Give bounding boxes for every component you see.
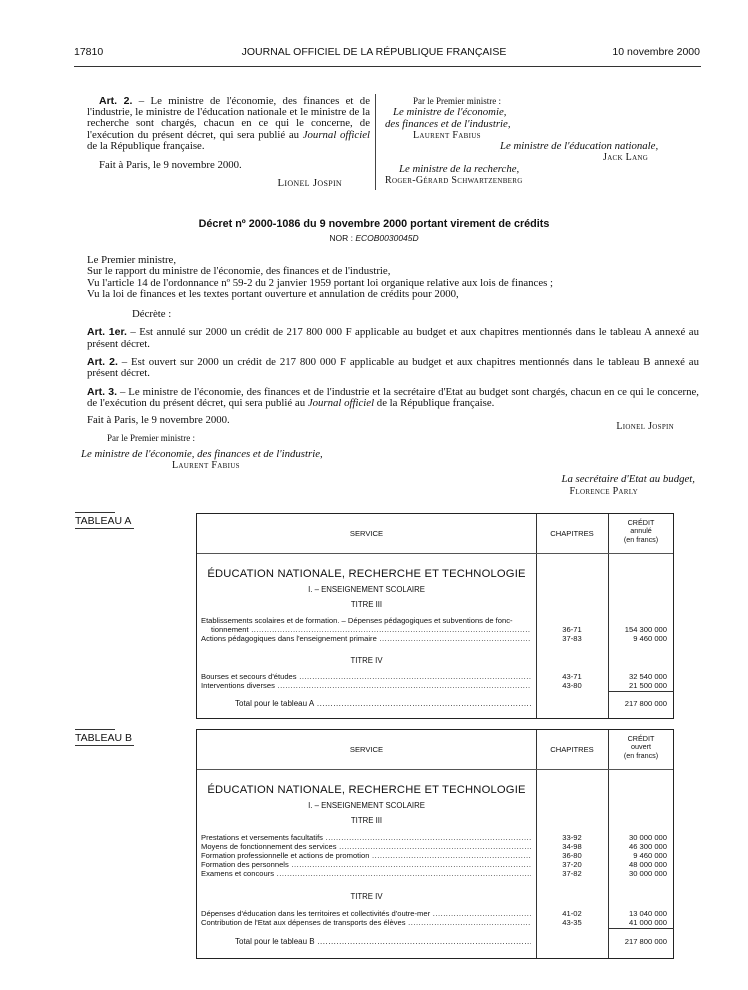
article-text: – Le ministre de l'économie, des finances et de l'industrie et la secrétaire d'Etat au budget sont chargés, chacun en ce qui le concerne, de l'exécution du présent décret, qui sera publié au [87,385,699,409]
header-credit-unit: (en francs) [623,750,659,760]
minister-economy-title-2: des finances et de l'industrie, [385,117,511,130]
article-label: Art. 2. [87,356,118,369]
row-service: Contribution de l'Etat aux dépenses de transports des élèves ..... [201,918,531,927]
row-credit: 154 300 000 [624,625,667,634]
row-chapitre: 43-71 [562,672,582,681]
signatory-parly: Florence Parly [569,486,638,497]
row-service: Prestations et versements facultatifs ..... [201,833,531,842]
nor-code: ECOB0030045D [355,233,419,243]
signatory-jospin: Lionel Jospin [616,421,674,432]
table-row [197,681,674,690]
row-service: Formation professionnelle et actions de promotion ..... [201,851,531,860]
preamble-line: Sur le rapport du ministre de l'économie, des finances et de l'industrie, [87,265,391,278]
row-credit: 32 540 000 [628,672,667,681]
row-credit: 48 000 000 [628,860,667,869]
minister-research-title: Le ministre de la recherche, [399,162,520,175]
secretary-budget-title: La secrétaire d'Etat au budget, [561,473,695,485]
row-chapitre: 37-83 [562,634,582,643]
total-row [197,937,674,946]
article-text: – Le ministre de l'économie, des finances et de l'industrie, le ministre de l'éducation nationale et le ministre de la recherche sont chargés, chacun en ce qui le concerne, de l'exécution du présent décret, qui sera publié au [87,95,370,141]
fait-a-paris: Fait à Paris, le 9 novembre 2000. [99,159,242,172]
table-row [197,909,674,918]
table-row [197,869,674,878]
table-row [197,851,674,860]
ministry-heading: ÉDUCATION NATIONALE, RECHERCHE ET TECHNOLOGIE [207,568,526,580]
article-text: – Est annulé sur 2000 un crédit de 217 800 000 F applicable au budget et aux chapitres mentionnés dans le tableau A annexé au présent décret. [87,326,699,350]
table-header [197,730,673,770]
row-service: Formation des personnels ..... [201,860,531,869]
decree-title: Décret nº 2000-1086 du 9 novembre 2000 portant virement de crédits [198,218,550,230]
tableau-b-top-rule [75,729,115,730]
table-row [197,625,674,634]
countersignatures [385,96,700,186]
article-text-end: de la République française. [374,396,495,409]
header-rule [74,66,701,67]
row-service: Interventions diverses ..... [201,681,531,690]
total-value: 217 800 000 [624,699,667,708]
header-credit-title: CRÉDIT [627,518,655,527]
preamble-line: Vu l'article 14 de l'ordonnance nº 59-2 du 2 janvier 1959 portant loi organique relative aux lois de finances ; [87,276,554,289]
signatory-jospin: Lionel Jospin [277,177,342,190]
row-credit: 46 300 000 [628,842,667,851]
row-service: tionnement ..... [211,625,531,634]
header-credit-type: ouvert [631,742,651,752]
row-credit: 30 000 000 [628,833,667,842]
decree-body [87,255,699,427]
row-credit: 30 000 000 [628,869,667,878]
row-chapitre: 43-35 [562,918,582,927]
tableau-a-top-rule [75,512,115,513]
journal-reference: Journal officiel [302,128,370,141]
table-row [197,918,674,927]
header-chapitres: CHAPITRES [550,529,594,538]
total-value: 217 800 000 [624,937,667,946]
tableau-b-label: TABLEAU B [75,732,132,744]
header-credit [608,735,674,760]
row-chapitre: 41-02 [562,909,582,918]
table-header [197,514,673,554]
total-rule [608,928,674,929]
signatory-lang: Jack Lang [603,152,649,164]
article-3 [87,387,699,410]
section-heading: I. – ENSEIGNEMENT SCOLAIRE [308,801,425,810]
previous-decree-article [87,96,370,189]
total-label: Total pour le tableau B ..... [235,937,531,946]
minister-economy-title: Le ministre de l'économie, des finances et de l'industrie, [81,448,323,460]
row-chapitre: 43-80 [562,681,582,690]
row-credit: 9 460 000 [633,851,667,860]
header-credit-unit: (en francs) [623,534,659,544]
row-credit: 41 000 000 [628,918,667,927]
article-text: – Est ouvert sur 2000 un crédit de 217 800 000 F applicable au budget et aux chapitres mentionnés dans le tableau B annexé au présent décret. [87,356,699,380]
article-label: Art. 3. [87,385,117,398]
header-credit [608,519,674,544]
row-chapitre: 34-98 [562,842,582,851]
column-divider [375,94,376,190]
header-service: SERVICE [349,745,384,754]
titre-iii-heading: TITRE III [350,816,383,825]
par-premier-ministre: Par le Premier ministre : [107,433,195,443]
total-row [197,699,674,708]
ministry-heading: ÉDUCATION NATIONALE, RECHERCHE ET TECHNOLOGIE [207,784,526,796]
total-label: Total pour le tableau A ..... [235,699,531,708]
article-label: Art. 2. [99,95,133,107]
article-1 [87,327,699,350]
signatory-fabius: Laurent Fabius [413,129,481,141]
decrete: Décrète : [132,308,172,321]
preamble-line: Vu la loi de finances et les textes portant ouverture et annulation de crédits pour 2000, [87,287,459,300]
tableau-a-table [196,513,674,719]
header-service: SERVICE [349,529,384,538]
par-premier-ministre: Par le Premier ministre : [413,96,501,106]
nor-label: NOR : [329,233,356,243]
row-service: Bourses et secours d'études ..... [201,672,531,681]
row-chapitre: 36-71 [562,625,582,634]
journal-reference: Journal officiel [307,396,375,409]
issue-date: 10 novembre 2000 [612,46,700,58]
titre-iii-heading: TITRE III [350,600,383,609]
fait-a-paris: Fait à Paris, le 9 novembre 2000. [87,414,230,427]
row-credit: 21 500 000 [628,681,667,690]
row-service: Examens et concours ..... [201,869,531,878]
row-credit: 9 460 000 [633,634,667,643]
row-label-line1: Etablissements scolaires et de formation. – Dépenses pédagogiques et subventions de fonc- [201,616,513,625]
row-chapitre: 33-92 [562,833,582,842]
article-2 [87,357,699,380]
table-row [197,634,674,643]
row-service: Moyens de fonctionnement des services ..... [201,842,531,851]
article-text-end: de la République française. [87,139,205,152]
journal-title: JOURNAL OFFICIEL DE LA RÉPUBLIQUE FRANÇAISE [241,46,507,58]
minister-economy-title-1: Le ministre de l'économie, [393,106,507,119]
signatory-fabius: Laurent Fabius [172,460,240,471]
tableau-b-table [196,729,674,959]
row-chapitre: 36-80 [562,851,582,860]
tableau-a-label: TABLEAU A [75,515,134,529]
header-credit-type: annulé [630,526,652,536]
article-2-paragraph [87,96,370,152]
titre-iv-heading: TITRE IV [350,656,383,665]
row-service: Dépenses d'éducation dans les territoires et collectivités d'outre-mer ..... [201,909,531,918]
row-chapitre: 37-82 [562,869,582,878]
page-number: 17810 [74,46,104,58]
article-label: Art. 1er. [87,326,127,339]
table-row [197,672,674,681]
total-rule [608,691,674,692]
table-row [197,833,674,842]
titre-iv-heading: TITRE IV [350,892,383,901]
row-chapitre: 37-20 [562,860,582,869]
signatory-schwartzenberg: Roger-Gérard Schwartzenberg [385,175,523,187]
preamble-line: Le Premier ministre, [87,254,177,266]
row-credit: 13 040 000 [628,909,667,918]
section-heading: I. – ENSEIGNEMENT SCOLAIRE [308,585,425,594]
table-row [197,860,674,869]
header-chapitres: CHAPITRES [550,745,594,754]
nor-reference [0,233,748,243]
table-row [197,842,674,851]
row-service: Actions pédagogiques dans l'enseignement primaire ..... [201,634,531,643]
minister-education-title: Le ministre de l'éducation nationale, [500,140,659,153]
header-credit-title: CRÉDIT [627,734,655,743]
